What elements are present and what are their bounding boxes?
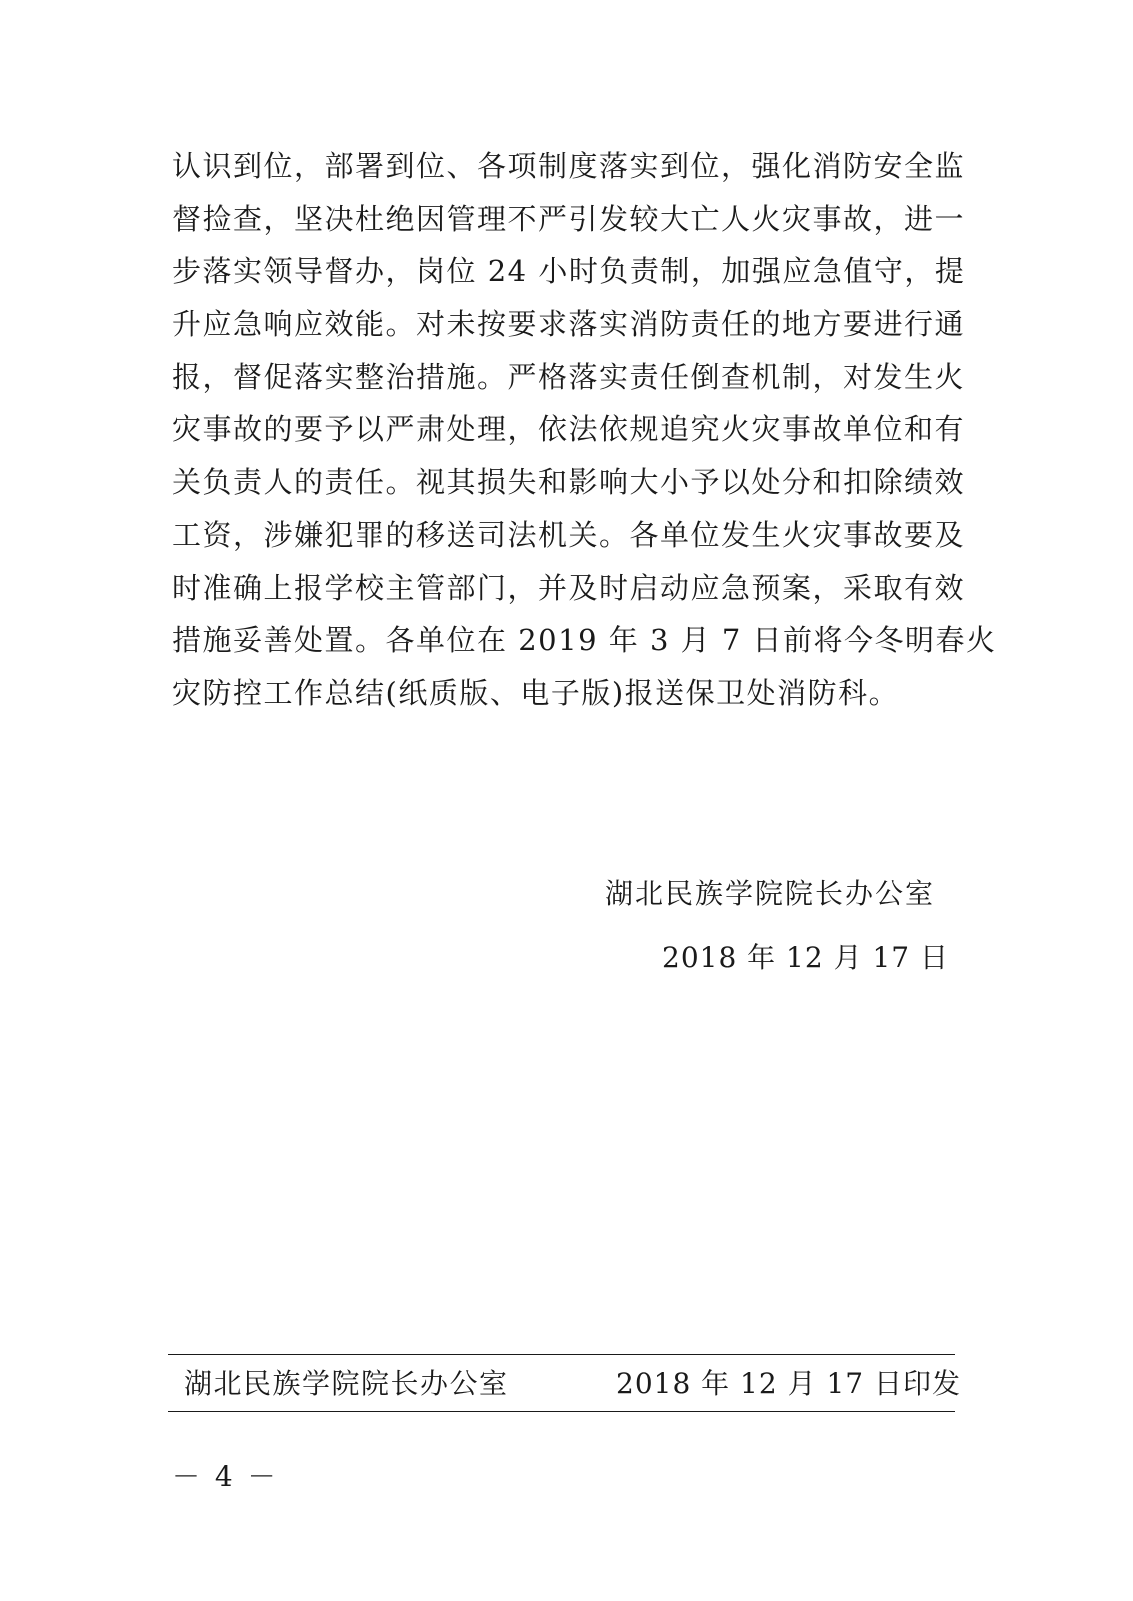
body-line: 措施妥善处置。各单位在 2019 年 3 月 7 日前将今冬明春火 bbox=[172, 623, 997, 658]
page-number: － 4 － bbox=[172, 1460, 279, 1493]
body-line: 督捡查，坚决杜绝因管理不严引发较大亡人火灾事故，进一 bbox=[172, 201, 966, 236]
body-line: 报，督促落实整治措施。严格落实责任倒查机制，对发生火 bbox=[172, 359, 966, 394]
body-line: 工资，涉嫌犯罪的移送司法机关。各单位发生火灾事故要及 bbox=[172, 517, 966, 552]
body-line: 升应急响应效能。对未按要求落实消防责任的地方要进行通 bbox=[172, 307, 966, 342]
document-body bbox=[172, 140, 997, 720]
footer-issuer: 湖北民族学院院长办公室 bbox=[184, 1367, 509, 1400]
footer-bottom-rule bbox=[168, 1411, 955, 1412]
body-line: 灾事故的要予以严肃处理，依法依规追究火灾事故单位和有 bbox=[172, 412, 966, 447]
signature-date: 2018 年 12 月 17 日 bbox=[662, 941, 950, 974]
footer-issue-date: 2018 年 12 月 17 日印发 bbox=[616, 1367, 962, 1400]
body-line: 步落实领导督办，岗位 24 小时负责制，加强应急值守，提 bbox=[172, 254, 966, 289]
body-line: 时准确上报学校主管部门，并及时启动应急预案，采取有效 bbox=[172, 570, 966, 605]
body-line: 关负责人的责任。视其损失和影响大小予以处分和扣除绩效 bbox=[172, 465, 966, 500]
body-line: 灾防控工作总结(纸质版、电子版)报送保卫处消防科。 bbox=[172, 675, 900, 710]
footer-top-rule bbox=[168, 1354, 955, 1355]
signature-organization: 湖北民族学院院长办公室 bbox=[605, 877, 936, 910]
body-line: 认识到位，部署到位、各项制度落实到位，强化消防安全监 bbox=[172, 149, 966, 183]
